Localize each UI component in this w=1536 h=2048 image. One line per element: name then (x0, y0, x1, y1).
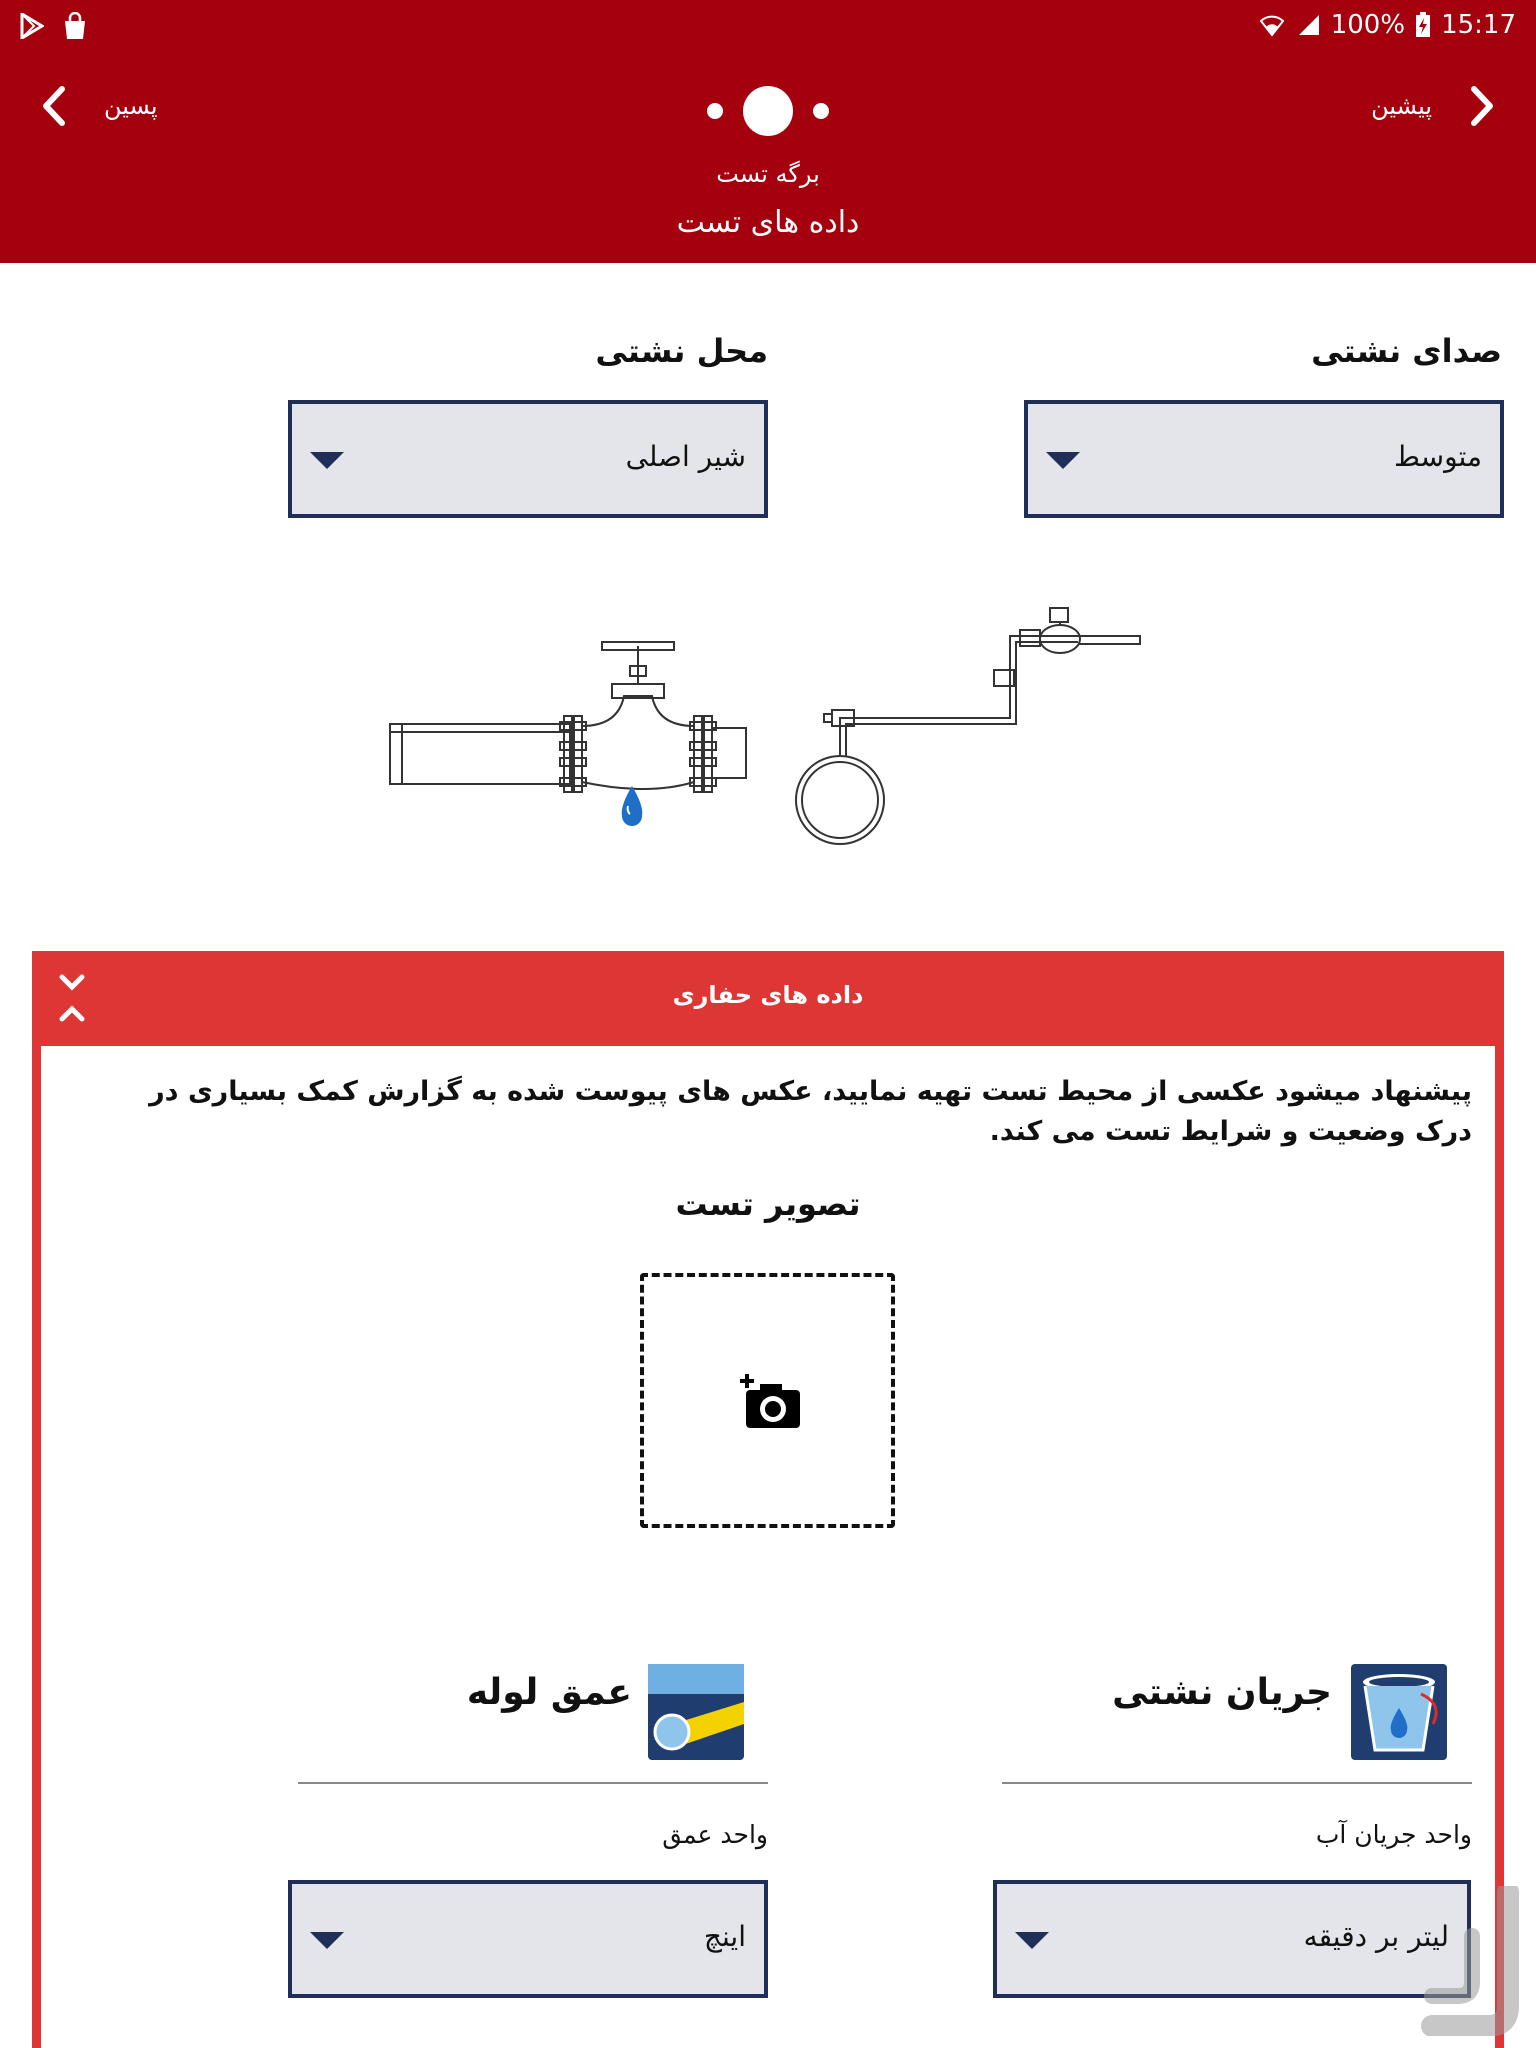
shopping-bag-icon (62, 12, 88, 40)
wifi-icon (1259, 13, 1285, 37)
page-dot (813, 103, 829, 119)
add-camera-icon (740, 1374, 802, 1432)
panel-title: داده های حفاری (672, 981, 864, 1009)
bucket-icon (1351, 1664, 1447, 1760)
flow-unit-label: واحد جریان آب (1315, 1820, 1472, 1849)
pipe-depth-icon (648, 1664, 744, 1760)
next-button[interactable] (1371, 85, 1496, 127)
dropdown-arrow-icon (310, 452, 344, 469)
header-subtitle: برگه تست (716, 160, 820, 188)
dropdown-arrow-icon (310, 1932, 344, 1949)
dropdown-arrow-icon (1015, 1932, 1049, 1949)
play-store-icon (20, 13, 44, 39)
depth-unit-label: واحد عمق (662, 1820, 768, 1849)
battery-percent: 100% (1330, 10, 1406, 40)
panel-header[interactable] (32, 951, 1504, 1046)
app-header (0, 0, 1536, 263)
signal-icon (1295, 13, 1321, 37)
pipe-depth-title: عمق لوله (466, 1672, 632, 1713)
depth-unit-select[interactable] (288, 1880, 768, 1998)
main-valve-illustration (388, 636, 748, 836)
add-photo-button[interactable] (640, 1273, 895, 1528)
page-dot-active (743, 86, 793, 136)
leak-location-value: شیر اصلی (625, 440, 746, 473)
flow-unit-select[interactable] (993, 1880, 1471, 1998)
panel-description: پیشنهاد میشود عکسی از محیط تست تهیه نمایید، عکس های پیوست شده به گزارش کمک بسیاری در درک وضعیت و شرایط تست می کند. (149, 1076, 1472, 1147)
battery-charging-icon (1415, 12, 1431, 38)
leak-flow-title: جریان نشتی (1112, 1672, 1332, 1713)
divider (1002, 1782, 1472, 1784)
leak-location-label: محل نشتی (595, 332, 768, 370)
prev-label: پسین (104, 92, 158, 120)
leak-sound-value: متوسط (1394, 440, 1482, 473)
clock: 15:17 (1441, 10, 1516, 40)
page-title: داده های تست (676, 205, 860, 240)
dropdown-arrow-icon (1046, 452, 1080, 469)
store-watermark-logo (1412, 1886, 1522, 2036)
leak-sound-select[interactable] (1024, 400, 1504, 518)
page-indicator (0, 86, 1536, 136)
depth-unit-value: اینچ (703, 1920, 746, 1953)
test-image-title: تصویر تست (675, 1185, 861, 1223)
flow-unit-value: لیتر بر دقیقه (1303, 1920, 1449, 1953)
water-meter-illustration (788, 600, 1148, 850)
chevron-right-icon (1468, 85, 1496, 127)
leak-sound-label: صدای نشتی (1311, 332, 1502, 370)
status-bar (0, 10, 1536, 40)
leak-location-select[interactable] (288, 400, 768, 518)
divider (298, 1782, 768, 1784)
page-dot (707, 103, 723, 119)
next-label: پیشین (1371, 92, 1432, 120)
